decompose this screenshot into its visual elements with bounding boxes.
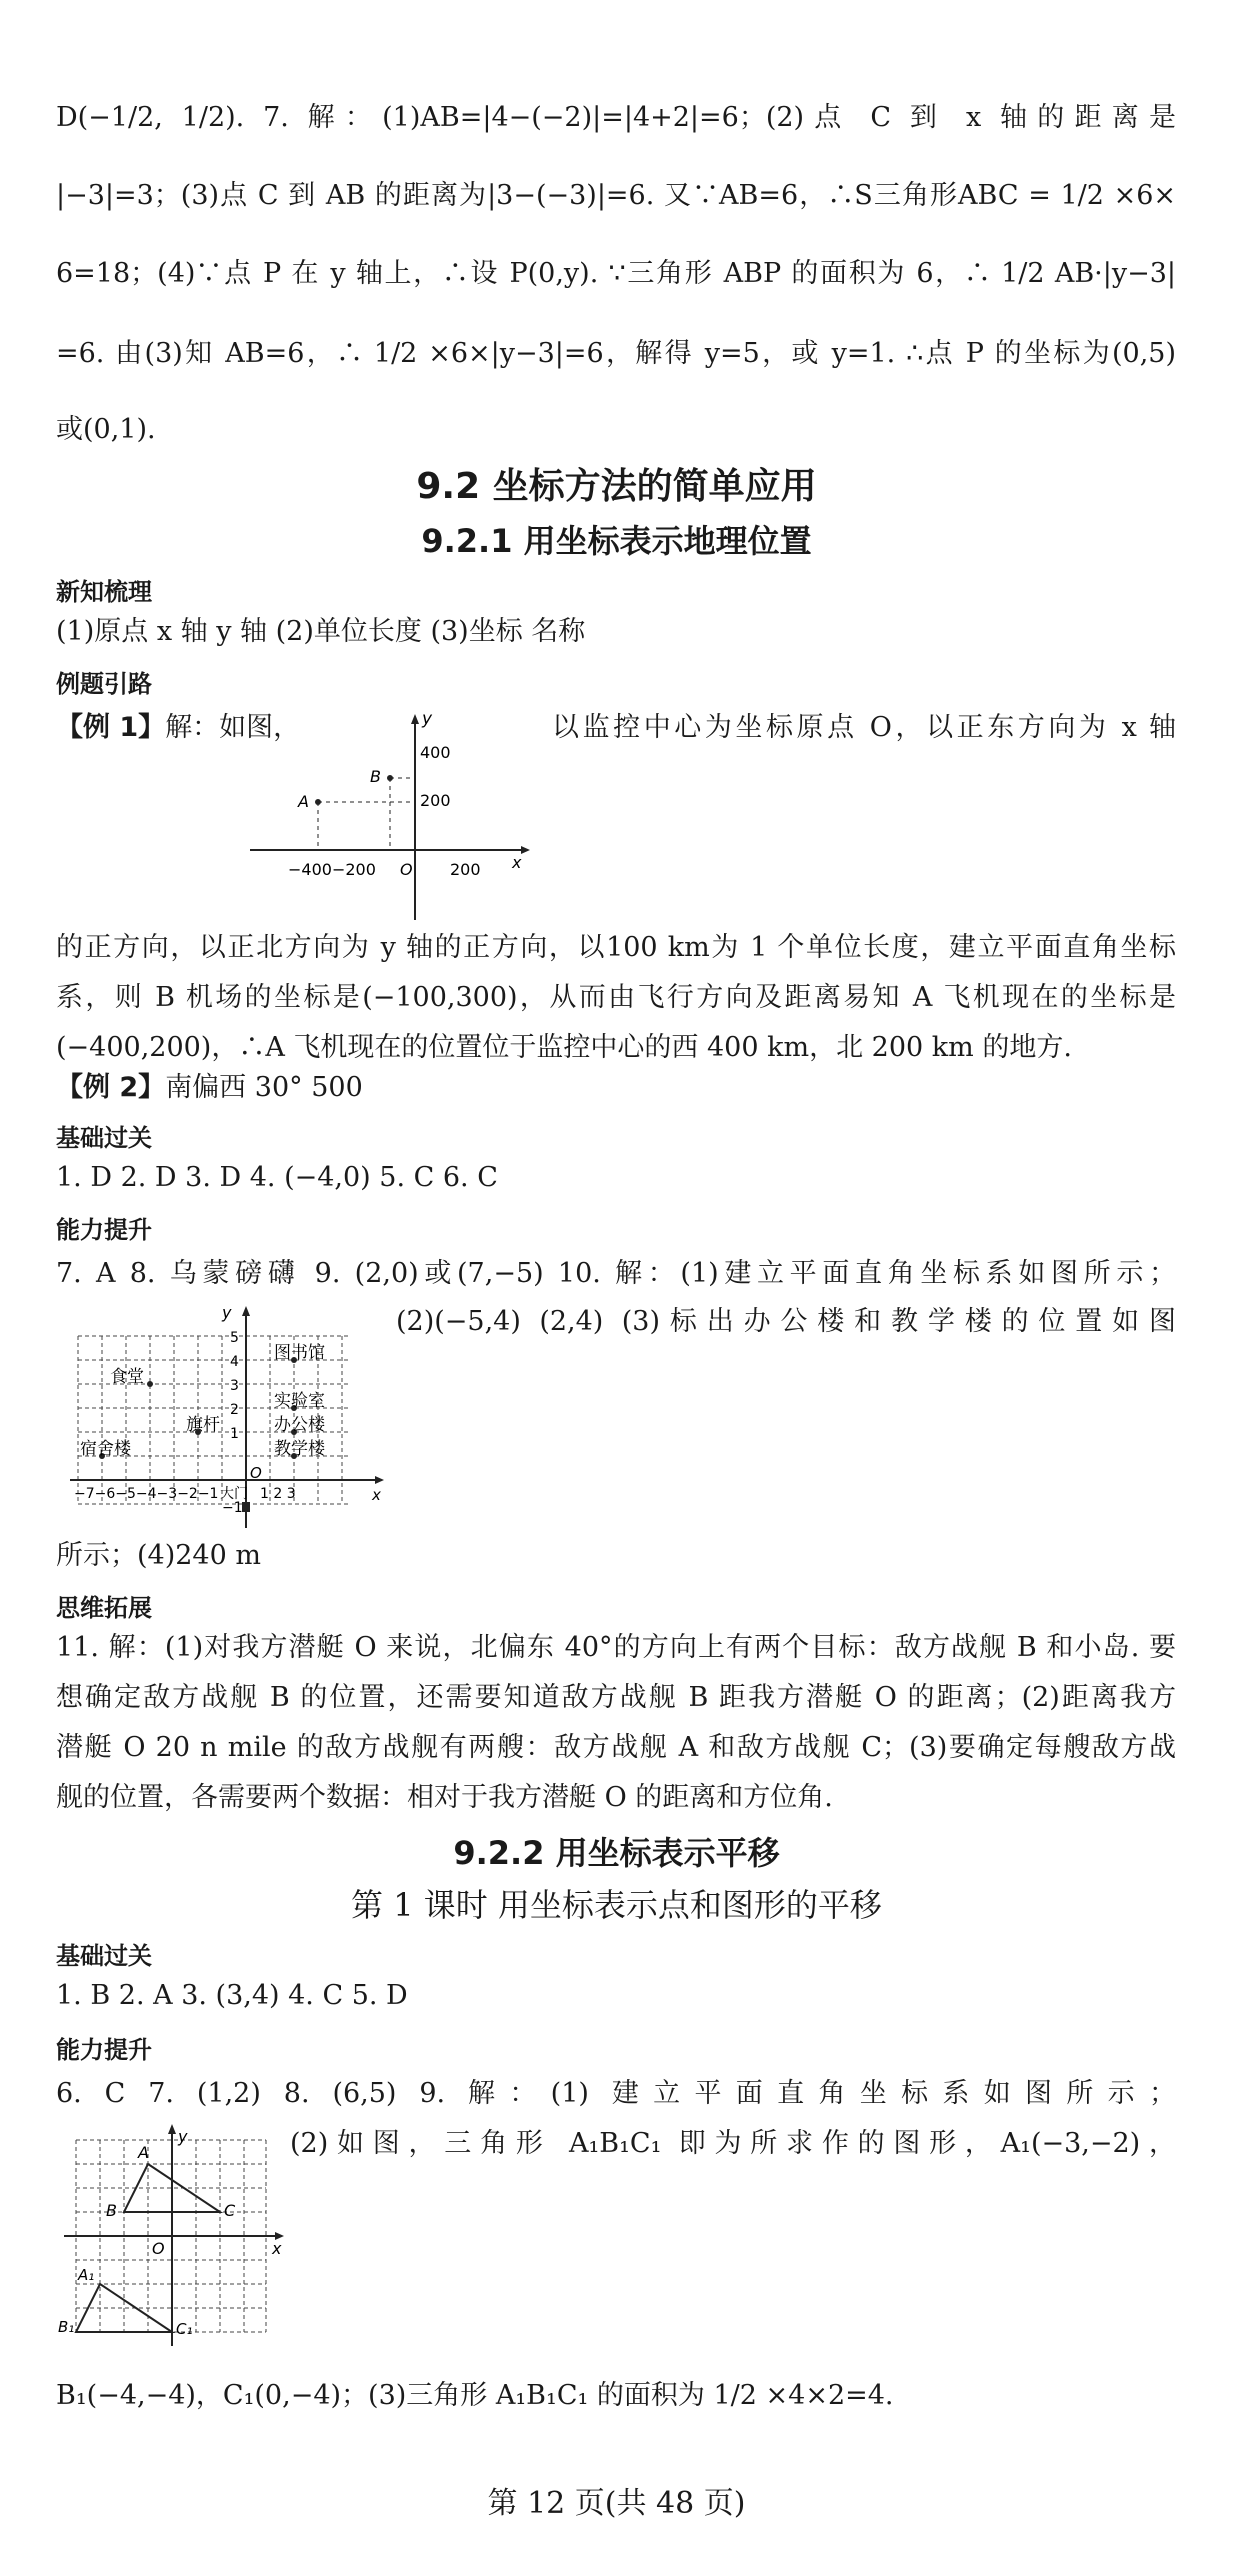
text-line: 6. C 7. (1,2) 8. (6,5) 9. 解：(1) 建立平面直角坐标系如图所示；	[56, 2078, 1176, 2109]
label-a1: A₁	[78, 2266, 95, 2284]
heading-think: 思维拓展	[56, 1594, 152, 1622]
point-a	[315, 799, 321, 805]
heading-examples: 例题引路	[56, 670, 152, 698]
y-tick: −1	[222, 1500, 243, 1516]
text-line: 7. A 8. 乌蒙磅礴 9. (2,0)或(7,−5) 10. 解：(1)建立平面直角坐标系如图所示；	[56, 1258, 1176, 1289]
text-line: 舰的位置，各需要两个数据：相对于我方潜艇 O 的距离和方位角.	[56, 1782, 833, 1813]
label-a: A	[298, 792, 309, 811]
heading-new-knowledge: 新知梳理	[56, 578, 152, 606]
example-1-lead: 解：如图，	[165, 712, 301, 743]
origin-label: O	[250, 1464, 262, 1482]
x-tick-200: 200	[450, 860, 481, 879]
gate-marker	[242, 1502, 250, 1512]
label-b: B	[370, 767, 381, 786]
text-line: (2)如图，三角形 A₁B₁C₁ 即为所求作的图形，A₁(−3,−2)，	[290, 2128, 1176, 2159]
text-line: 以监控中心为坐标原点 O，以正东方向为 x 轴	[552, 712, 1176, 743]
y-label: y	[222, 1303, 232, 1322]
label-office: 办公楼	[274, 1415, 325, 1435]
label-gate: 大门	[220, 1486, 248, 1502]
figure-campus-grid	[60, 1300, 400, 1530]
lesson-title: 第 1 课时 用坐标表示点和图形的平移	[351, 1886, 882, 1924]
x-label: x	[272, 2239, 282, 2258]
label-a: A	[138, 2143, 149, 2162]
label-dorm: 宿舍楼	[80, 1439, 131, 1459]
text-line: |−3|=3；(3)点 C 到 AB 的距离为|3−(−3)|=6. 又∵AB=6，∴S三角形ABC = 1/2 ×6×	[56, 180, 1176, 211]
x-label: x	[372, 1486, 381, 1504]
label-b1: B₁	[58, 2318, 75, 2336]
text-line: 系，则 B 机场的坐标是(−100,300)，从而由飞行方向及距离易知 A 飞机现在的坐标是	[56, 982, 1176, 1013]
point-b	[387, 775, 393, 781]
label-canteen: 食堂	[110, 1367, 144, 1387]
origin-label: O	[152, 2239, 165, 2258]
text-line: 或(0,1).	[56, 414, 156, 445]
y-tick: 4	[230, 1354, 239, 1370]
figure-monitor-axes	[240, 700, 540, 930]
y-arrow	[242, 1306, 250, 1316]
label-c: C	[224, 2201, 236, 2220]
text-line: 1. D 2. D 3. D 4. (−4,0) 5. C 6. C	[56, 1162, 498, 1193]
text-line: (−400,200)，∴A 飞机现在的位置位于监控中心的西 400 km，北 200 km 的地方.	[56, 1032, 1072, 1063]
label-flag: 旗杆	[186, 1415, 220, 1435]
example-1-label: 【例 1】	[56, 712, 166, 743]
y-arrow	[168, 2124, 176, 2134]
y-tick: 5	[230, 1330, 239, 1346]
text-line: 11. 解：(1)对我方潜艇 O 来说，北偏东 40°的方向上有两个目标：敌方战舰 B 和小岛. 要	[56, 1632, 1176, 1663]
text-line: (1)原点 x 轴 y 轴 (2)单位长度 (3)坐标 名称	[56, 616, 586, 647]
y-tick: 2	[230, 1402, 239, 1418]
x-ticks-positive: 1 2 3	[260, 1486, 296, 1502]
text-line: (2)(−5,4) (2,4) (3)标出办公楼和教学楼的位置如图	[396, 1306, 1176, 1337]
heading-basic: 基础过关	[56, 1942, 152, 1970]
text-line: 1. B 2. A 3. (3,4) 4. C 5. D	[56, 1980, 408, 2011]
section-title: 9.2 坐标方法的简单应用	[416, 466, 817, 507]
x-label: x	[512, 853, 522, 872]
text-line: 想确定敌方战舰 B 的位置，还需要知道敌方战舰 B 距我方潜艇 O 的距离；(2)距离我方	[56, 1682, 1176, 1713]
label-b: B	[106, 2201, 117, 2220]
y-tick: 1	[230, 1426, 239, 1442]
text-line: 的正方向，以正北方向为 y 轴的正方向，以100 km为 1 个单位长度，建立平面直角坐标	[56, 932, 1176, 963]
text-line: B₁(−4,−4)，C₁(0,−4)；(3)三角形 A₁B₁C₁ 的面积为 1/2 ×4×2=4.	[56, 2380, 894, 2411]
x-ticks-negative: −400−200	[288, 860, 376, 879]
origin-label: O	[400, 860, 413, 879]
subsection-title: 9.2.2 用坐标表示平移	[453, 1834, 780, 1872]
heading-ability: 能力提升	[56, 1216, 152, 1244]
subsection-title: 9.2.1 用坐标表示地理位置	[421, 522, 812, 560]
example-2	[56, 1070, 1176, 1106]
x-arrow	[375, 1476, 384, 1484]
label-teach: 教学楼	[274, 1439, 325, 1459]
text-line: 潜艇 O 20 n mile 的敌方战舰有两艘：敌方战舰 A 和敌方战舰 C；(3)要确定每艘敌方战	[56, 1732, 1176, 1763]
tick-400: 400	[420, 743, 451, 762]
x-arrow	[521, 846, 530, 854]
tick-200: 200	[420, 791, 451, 810]
y-arrow	[411, 714, 419, 724]
page-footer: 第 12 页(共 48 页)	[487, 2486, 746, 2521]
x-ticks-negative: −7−6−5−4−3−2−1	[74, 1486, 219, 1502]
y-label: y	[178, 2127, 188, 2146]
label-lab: 实验室	[274, 1391, 325, 1411]
text-line: 6=18；(4)∵点 P 在 y 轴上，∴设 P(0,y). ∵三角形 ABP 的面积为 6，∴ 1/2 AB·|y−3|	[56, 258, 1176, 289]
label-library: 图书馆	[274, 1343, 325, 1363]
point-canteen	[147, 1381, 153, 1387]
figure-translation	[56, 2120, 296, 2350]
example-2-answer: 南偏西 30° 500	[165, 1072, 363, 1103]
heading-basic: 基础过关	[56, 1124, 152, 1152]
text-line: D(−1/2, 1/2). 7. 解：(1)AB=|4−(−2)|=|4+2|=6；(2)点 C 到 x 轴的距离是	[56, 102, 1176, 133]
y-label: y	[422, 709, 433, 729]
example-2-label: 【例 2】	[56, 1072, 166, 1103]
label-c1: C₁	[176, 2320, 193, 2338]
text-line: =6. 由(3)知 AB=6，∴ 1/2 ×6×|y−3|=6，解得 y=5，或 y=1. ∴点 P 的坐标为(0,5)	[56, 338, 1176, 369]
text-line: 所示；(4)240 m	[56, 1540, 261, 1571]
y-tick: 3	[230, 1378, 239, 1394]
heading-ability: 能力提升	[56, 2036, 152, 2064]
